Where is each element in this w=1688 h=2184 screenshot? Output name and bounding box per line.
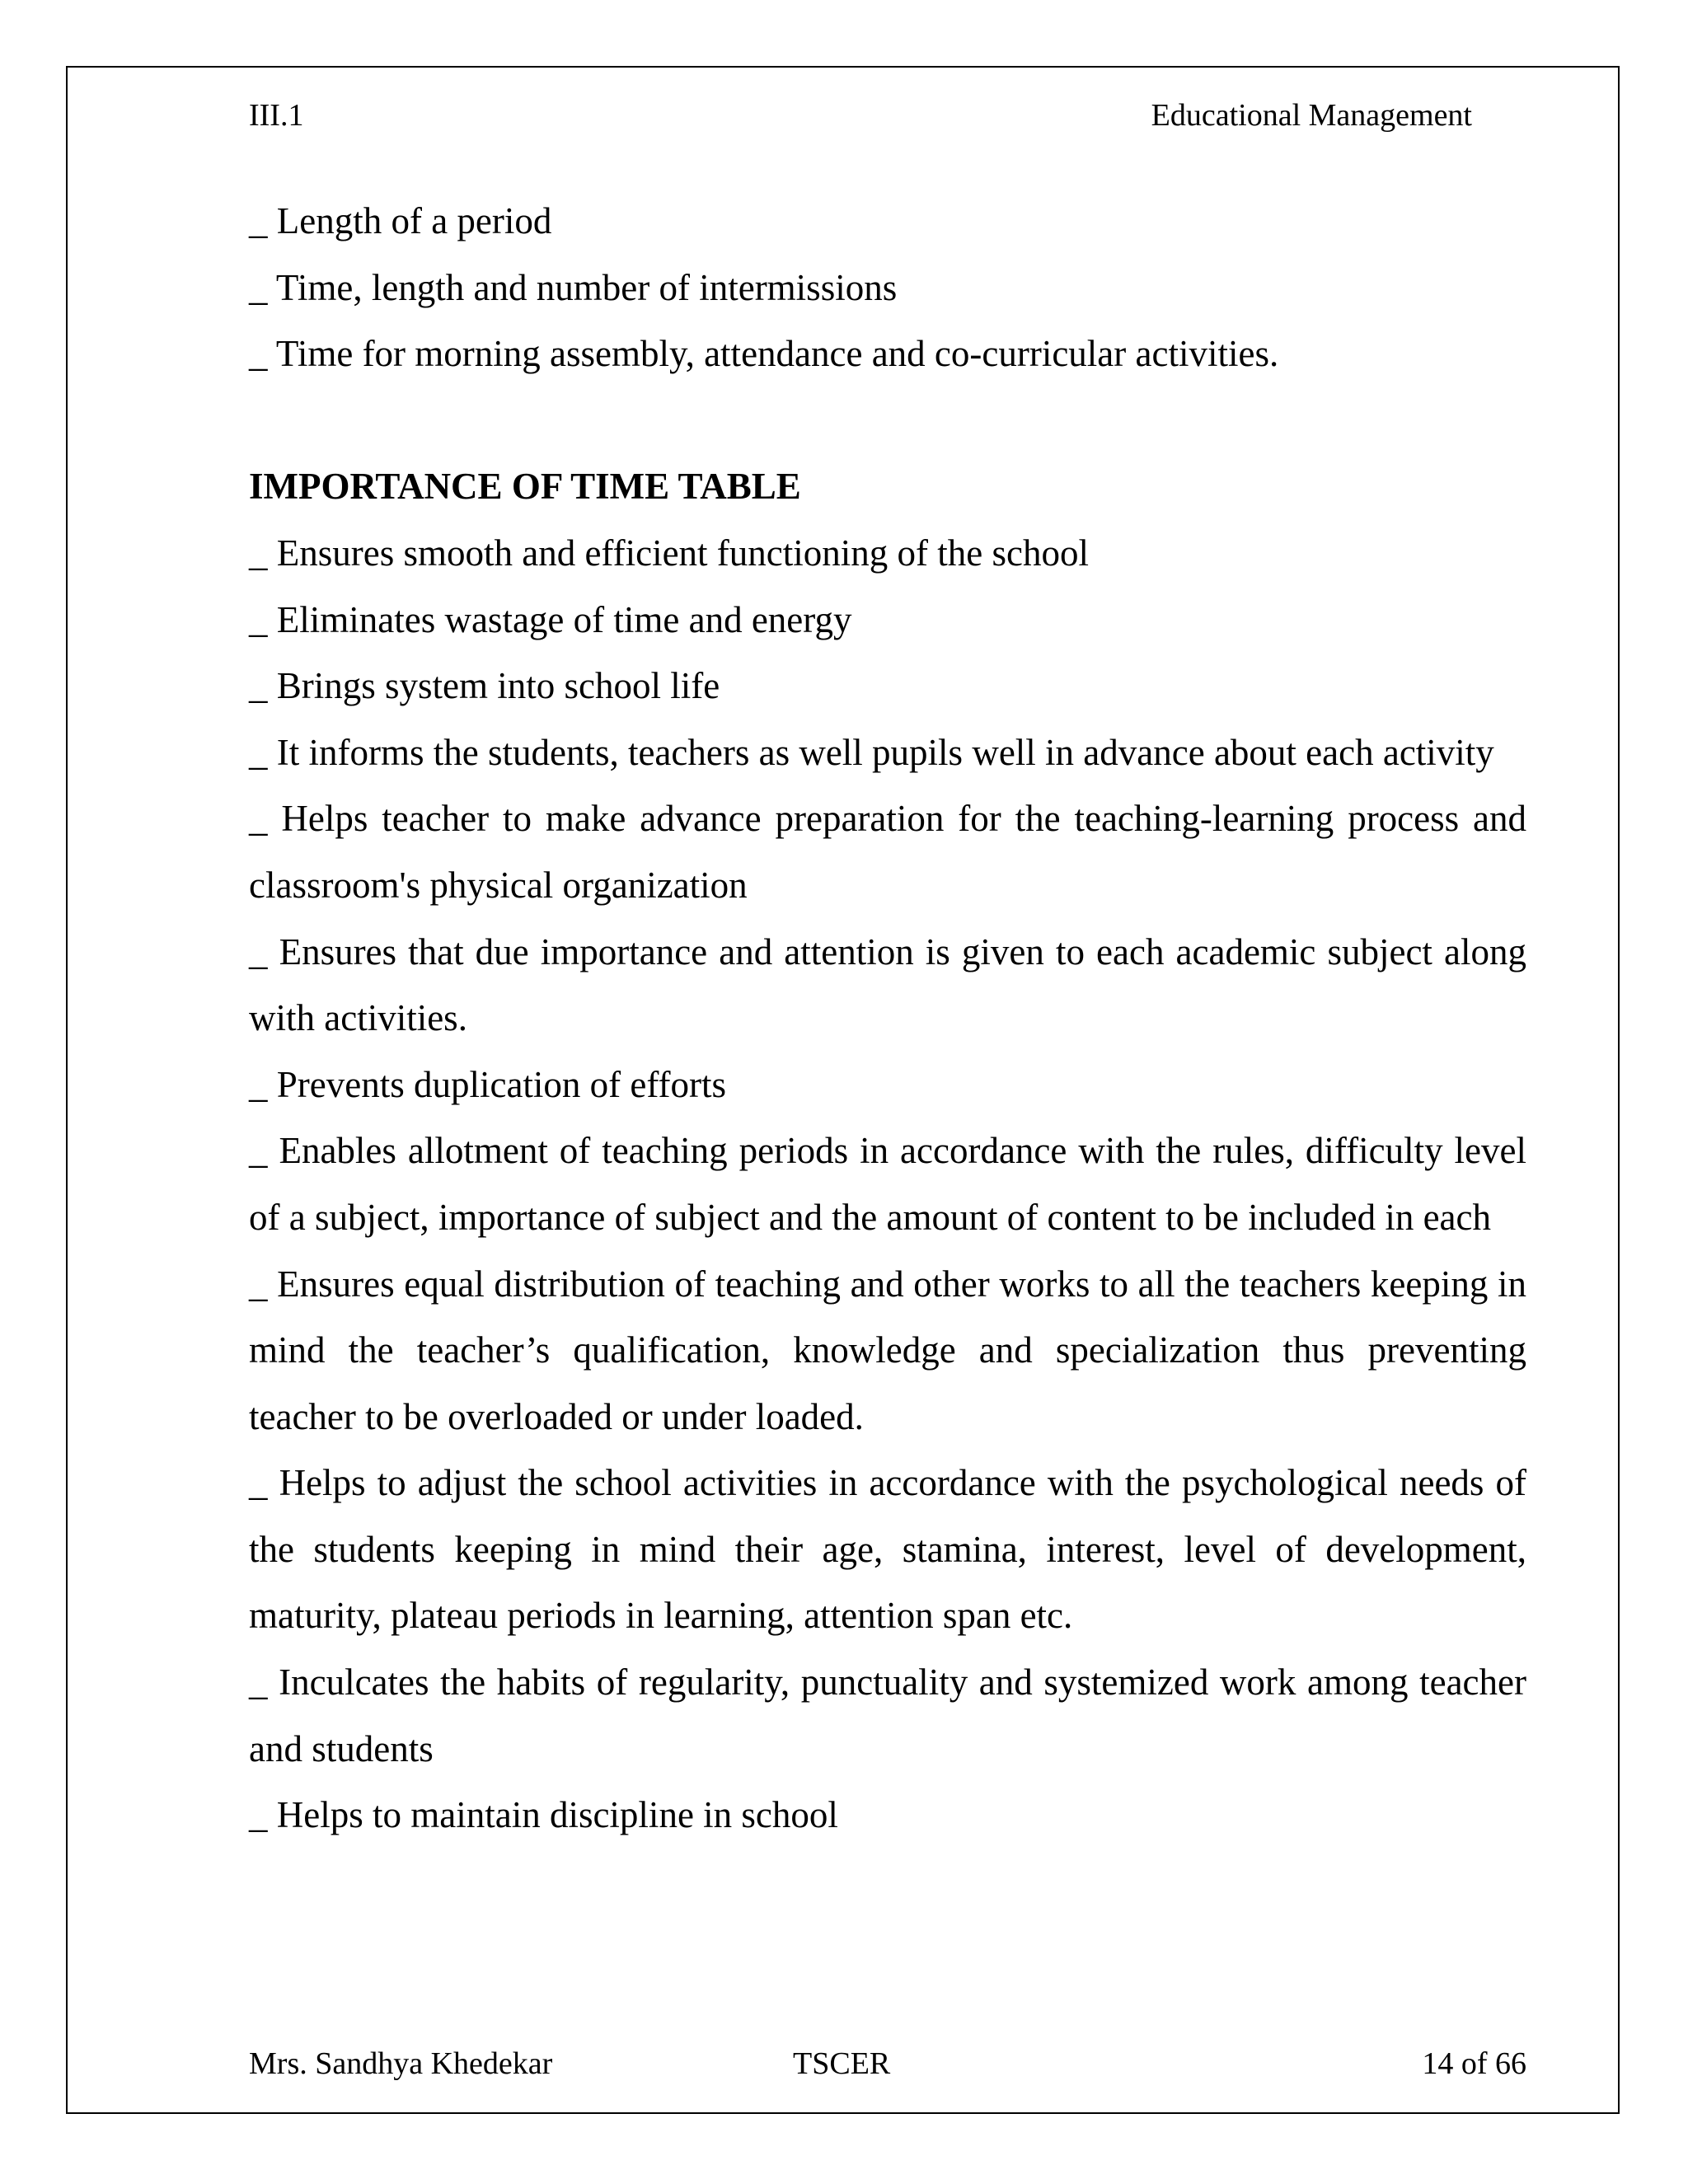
header-course-title: Educational Management xyxy=(1151,98,1472,133)
section-title: IMPORTANCE OF TIME TABLE xyxy=(249,466,801,508)
page-content xyxy=(249,188,1526,1849)
list-item: _ It informs the students, teachers as well pupils well in advance about each activity xyxy=(249,731,1494,773)
footer-author: Mrs. Sandhya Khedekar xyxy=(249,2046,553,2081)
list-item: _ Enables allotment of teaching periods in accordance with the rules, difficulty level of a subject, importance of subject and the amount of content to be included in each xyxy=(249,1130,1526,1238)
footer-page-number: 14 of 66 xyxy=(1422,2046,1526,2081)
page-header xyxy=(249,97,1472,138)
list-item: _ Ensures that due importance and attention is given to each academic subject along with activities. xyxy=(249,930,1526,1039)
list-item: _ Helps teacher to make advance preparation for the teaching-learning process and classroom's physical organization xyxy=(249,798,1526,906)
list-item: _ Prevents duplication of efforts xyxy=(249,1063,727,1105)
intro-item: _ Length of a period xyxy=(249,200,552,241)
spacer xyxy=(249,387,1526,454)
header-section-number: III.1 xyxy=(249,98,304,133)
list-item: _ Helps to maintain discipline in school xyxy=(249,1794,838,1836)
list-item: _ Ensures equal distribution of teaching and other works to all the teachers keeping in mind the teacher’s qualification, knowledge and specialization thus preventing teacher to be overloaded or under loaded. xyxy=(249,1263,1526,1437)
list-item: _ Eliminates wastage of time and energy xyxy=(249,598,852,640)
intro-item: _ Time for morning assembly, attendance and co-curricular activities. xyxy=(249,333,1279,375)
list-item: _ Brings system into school life xyxy=(249,665,720,707)
page-footer xyxy=(249,2046,1526,2087)
footer-institution: TSCER xyxy=(793,2046,891,2081)
list-item: _ Ensures smooth and efficient functioning of the school xyxy=(249,532,1089,574)
list-item: _ Helps to adjust the school activities in accordance with the psychological needs of the students keeping in mind their age, stamina, interest, level of development, maturity, plateau periods in learning, attention span etc. xyxy=(249,1462,1526,1637)
intro-item: _ Time, length and number of intermissions xyxy=(249,266,898,308)
list-item: _ Inculcates the habits of regularity, punctuality and systemized work among teacher and students xyxy=(249,1661,1526,1769)
